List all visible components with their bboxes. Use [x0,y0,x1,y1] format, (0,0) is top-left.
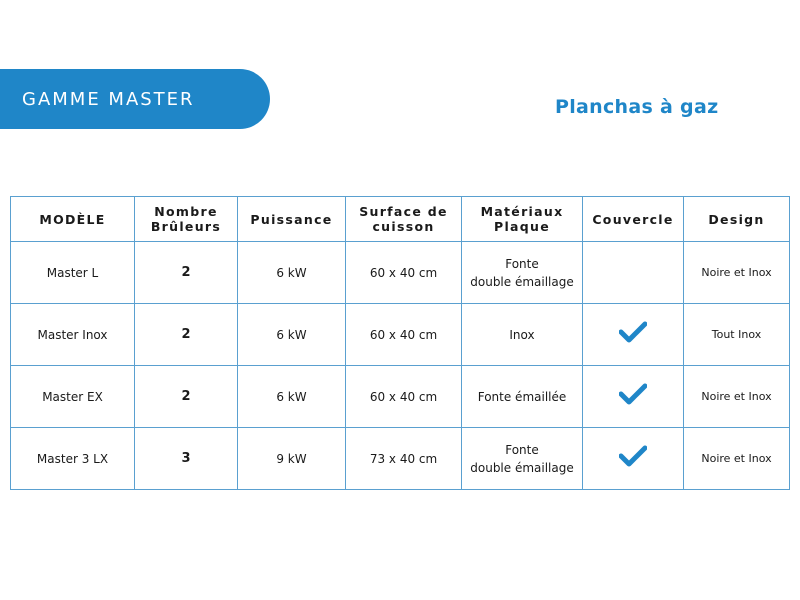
cell-model: Master EX [11,366,135,428]
table-row [11,428,790,490]
cell-cover [583,304,684,366]
cell-surface: 60 x 40 cm [346,366,462,428]
checkmark-icon [619,394,647,408]
cell-surface: 60 x 40 cm [346,304,462,366]
cell-surface: 73 x 40 cm [346,428,462,490]
header-model: MODÈLE [11,197,135,242]
header-burners: Nombre Brûleurs [135,197,238,242]
cell-cover [583,242,684,304]
cell-power: 6 kW [238,366,346,428]
range-title: GAMME MASTER [22,88,195,110]
cell-burners: 2 [135,242,238,304]
checkmark-icon [619,332,647,346]
table-row [11,366,790,428]
cell-model: Master 3 LX [11,428,135,490]
cell-material: Fonte double émaillage [462,428,583,490]
header-material: Matériaux Plaque [462,197,583,242]
cell-material: Fonte double émaillage [462,242,583,304]
cell-power: 6 kW [238,304,346,366]
cell-design: Noire et Inox [684,366,790,428]
range-banner [0,69,270,129]
cell-cover [583,428,684,490]
cell-material: Inox [462,304,583,366]
cell-burners: 2 [135,366,238,428]
checkmark-icon [619,456,647,470]
cell-design: Noire et Inox [684,428,790,490]
cell-surface: 60 x 40 cm [346,242,462,304]
cell-power: 6 kW [238,242,346,304]
specs-table [10,196,790,490]
cell-design: Noire et Inox [684,242,790,304]
header-surface: Surface de cuisson [346,197,462,242]
header-power: Puissance [238,197,346,242]
header-design: Design [684,197,790,242]
cell-cover [583,366,684,428]
table-header-row [11,197,790,242]
cell-design: Tout Inox [684,304,790,366]
table-row [11,242,790,304]
cell-burners: 3 [135,428,238,490]
cell-burners: 2 [135,304,238,366]
cell-power: 9 kW [238,428,346,490]
header-cover: Couvercle [583,197,684,242]
page-subtitle: Planchas à gaz [555,96,719,118]
cell-material: Fonte émaillée [462,366,583,428]
cell-model: Master L [11,242,135,304]
table-row [11,304,790,366]
cell-model: Master Inox [11,304,135,366]
